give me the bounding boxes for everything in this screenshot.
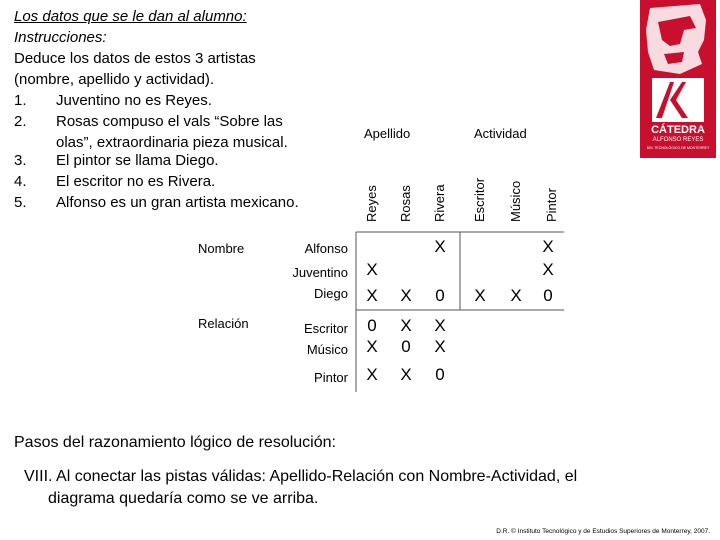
col-header-rosas: Rosas [398,185,413,222]
table-cell: X [400,365,412,384]
clue-number: 3. [14,152,27,169]
table-cell: 0 [543,286,553,305]
row-header-juventino: Juventino [292,265,348,280]
table-cell: X [474,286,486,305]
table-cell: 0 [367,316,377,335]
instructions-label: Instrucciones: [14,29,107,46]
copyright-footer: D.R. © Instituto Tecnológico y de Estudios Superiores de Monterrey, 2007. [496,528,710,535]
intro-line: Deduce los datos de estos 3 artistas [14,50,256,67]
table-cell: X [542,237,554,256]
clue-text: El pintor se llama Diego. [56,152,219,169]
clue-number: 1. [14,92,27,109]
row-header-musico: Músico [306,342,348,357]
clue-number: 5. [14,194,27,211]
table-cell: X [510,286,522,305]
table-cell: 0 [435,286,445,305]
nombre-group-label: Nombre [198,241,245,256]
table-cell: X [400,316,412,335]
clue-text: El escritor no es Rivera. [56,173,216,190]
logo-line-1: CÁTEDRA [651,124,705,136]
clue-text: Alfonso es un gran artista mexicano. [56,194,299,211]
table-cell: X [542,260,554,279]
table-cell: X [434,337,446,356]
table-cell: X [366,260,378,279]
logo-line-2: ALFONSO REYES [652,137,704,143]
table-cell: 0 [401,337,411,356]
table-cell: X [366,337,378,356]
table-cell: 0 [435,365,445,384]
table-cell: X [400,286,412,305]
col-header-pintor: Pintor [544,188,559,222]
intro-line: (nombre, apellido y actividad). [14,71,215,88]
col-header-rivera: Rivera [432,184,447,222]
clue-text: olas”, extraordinaria pieza musical. [56,134,288,151]
apellido-group-header: Apellido [364,126,411,141]
row-header-diego: Diego [314,286,348,301]
relacion-group-label: Relación [198,316,249,331]
row-header-escritor: Escritor [303,321,348,336]
clue-text: Juventino no es Reyes. [56,92,212,109]
clue-text: Rosas compuso el vals “Sobre las [56,113,283,130]
page-title: Los datos que se le dan al alumno: [14,8,247,25]
col-header-reyes: Reyes [364,185,379,222]
clue-number: 4. [14,173,27,190]
col-header-escritor: Escritor [472,177,487,222]
clue-number: 2. [14,113,27,130]
table-cell: X [434,316,446,335]
table-cell: X [366,365,378,384]
table-cell: X [366,286,378,305]
actividad-group-header: Actividad [474,126,527,141]
row-header-alfonso: Alfonso [304,241,348,256]
steps-title: Pasos del razonamiento lógico de resolución: [14,434,336,451]
table-cell: X [434,237,446,256]
logo-line-3: DEL TECNOLÓGICO DE MONTERREY [646,146,710,150]
step-line: diagrama quedaría como se ve arriba. [48,490,319,507]
step-line: VIII. Al conectar las pistas válidas: Apellido-Relación con Nombre-Actividad, el [24,468,578,485]
col-header-musico: Músico [508,180,523,222]
row-header-pintor: Pintor [314,370,348,385]
